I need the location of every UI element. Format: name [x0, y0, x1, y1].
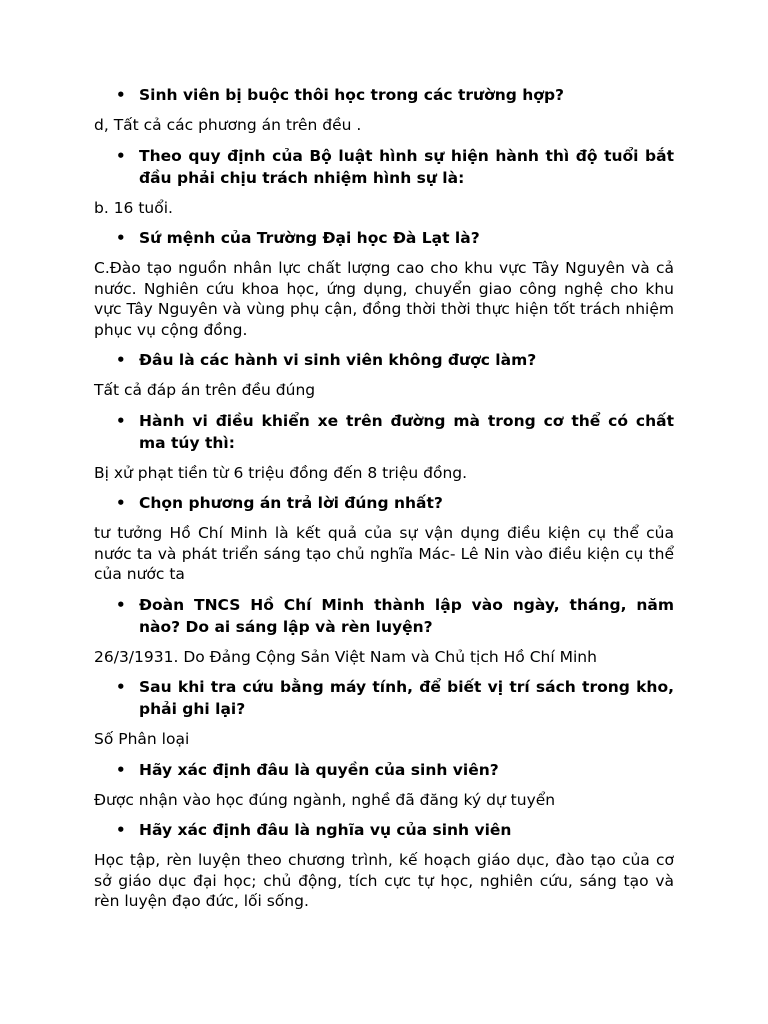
bullet-icon: • [116, 86, 126, 104]
question [94, 349, 674, 371]
answer: C.Đào tạo nguồn nhân lực chất lượng cao cho khu vực Tây Nguyên và cả nước. Nghiên cứu khoa học, ứng dụng, chuyển giao công nghệ cho khu vực Tây Nguyên và vùng phụ cận, đồng thời thời thực hiện tốt trách nhiệm phục vụ cộng đồng. [94, 259, 674, 339]
qa-item [94, 676, 674, 750]
bullet-icon: • [116, 351, 126, 369]
question-text: Đoàn TNCS Hồ Chí Minh thành lập vào ngày, tháng, năm nào? Do ai sáng lập và rèn luyện? [139, 595, 674, 636]
question [94, 594, 674, 638]
answer: Được nhận vào học đúng ngành, nghề đã đăng ký dự tuyển [94, 790, 556, 809]
qa-item [94, 759, 674, 811]
bullet-icon: • [116, 595, 126, 614]
question [94, 145, 674, 189]
question-text: Theo quy định của Bộ luật hình sự hiện hành thì độ tuổi bắt đầu phải chịu trách nhiệm hình sự là: [139, 146, 674, 187]
answer: Tất cả đáp án trên đều đúng [94, 381, 316, 399]
bullet-icon: • [116, 821, 126, 839]
answer: 26/3/1931. Do Đảng Cộng Sản Việt Nam và Chủ tịch Hồ Chí Minh [94, 647, 597, 666]
question-text: Hãy xác định đâu là nghĩa vụ của sinh viên [139, 821, 512, 839]
bullet-icon: • [116, 411, 126, 430]
qa-item [94, 819, 674, 912]
question-text: Chọn phương án trả lời đúng nhất? [139, 494, 443, 512]
question-text: Hành vi điều khiển xe trên đường mà trong cơ thể có chất ma túy thì: [139, 411, 674, 452]
question [94, 676, 674, 720]
answer: Học tập, rèn luyện theo chương trình, kế hoạch giáo dục, đào tạo của cơ sở giáo dục đại học; chủ động, tích cực tự học, nghiên cứu, sáng tạo và rèn luyện đạo đức, lối sống. [94, 851, 674, 910]
answer: Số Phân loại [94, 730, 190, 748]
question-text: Đâu là các hành vi sinh viên không được làm? [139, 351, 537, 369]
question [94, 819, 674, 841]
qa-list [94, 84, 674, 912]
qa-item [94, 145, 674, 219]
question-text: Sau khi tra cứu bằng máy tính, để biết vị trí sách trong kho, phải ghi lại? [139, 678, 674, 718]
answer: d, Tất cả các phương án trên đều . [94, 116, 362, 134]
question [94, 759, 674, 781]
qa-item [94, 492, 674, 585]
qa-item [94, 84, 674, 136]
question [94, 410, 674, 454]
answer: b. 16 tuổi. [94, 198, 173, 217]
question-text: Hãy xác định đâu là quyền của sinh viên? [139, 760, 499, 779]
answer: Bị xử phạt tiền từ 6 triệu đồng đến 8 triệu đồng. [94, 463, 468, 482]
qa-item [94, 410, 674, 484]
question [94, 227, 674, 249]
qa-item [94, 227, 674, 340]
question [94, 84, 674, 106]
question-text: Sinh viên bị buộc thôi học trong các trường hợp? [139, 86, 565, 104]
question-text: Sứ mệnh của Trường Đại học Đà Lạt là? [139, 229, 480, 247]
qa-item [94, 594, 674, 668]
bullet-icon: • [116, 229, 126, 247]
bullet-icon: • [116, 146, 126, 165]
bullet-icon: • [116, 760, 126, 779]
bullet-icon: • [116, 678, 126, 696]
question [94, 492, 674, 514]
bullet-icon: • [116, 494, 126, 512]
answer: tư tưởng Hồ Chí Minh là kết quả của sự vận dụng điều kiện cụ thể của nước ta và phát triển sáng tạo chủ nghĩa Mác- Lê Nin vào điều kiện cụ thể của nước ta [94, 524, 674, 583]
qa-item [94, 349, 674, 401]
